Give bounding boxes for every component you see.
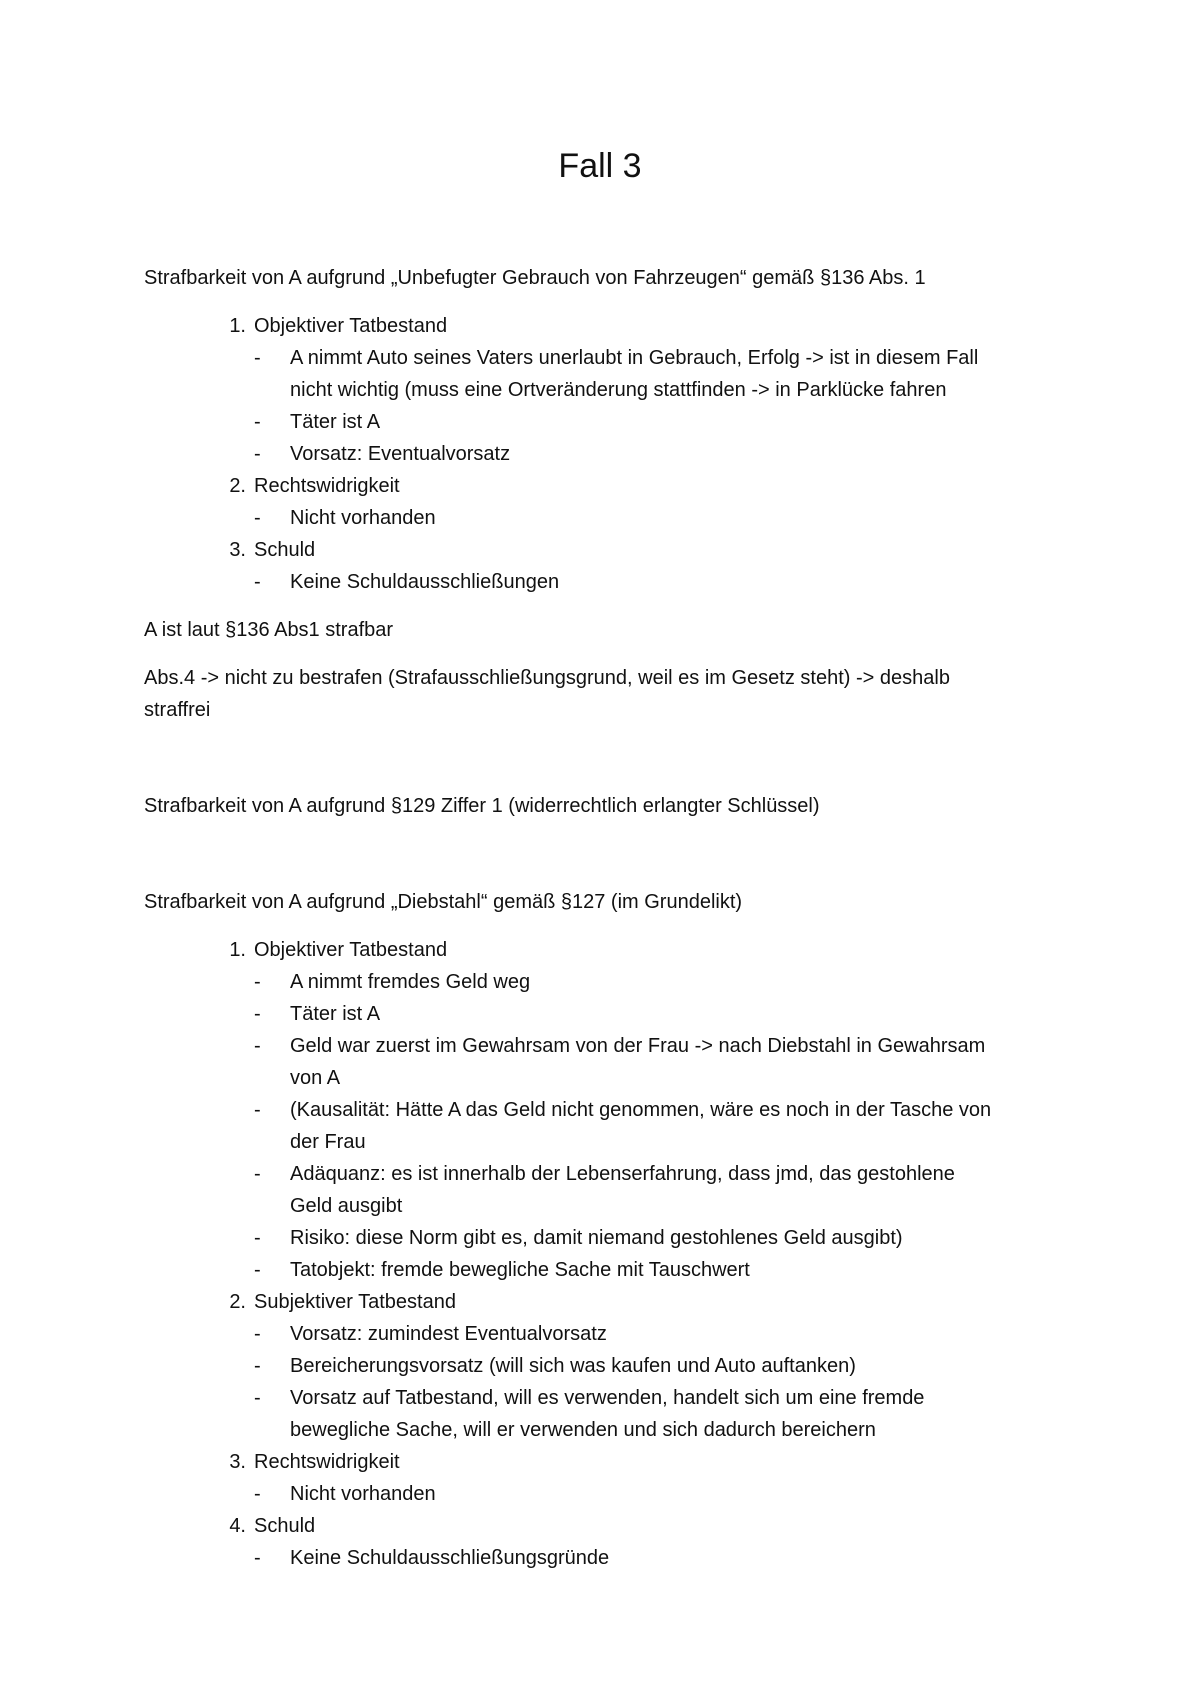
section-heading-136: Strafbarkeit von A aufgrund „Unbefugter Gebrauch von Fahrzeugen“ gemäß §136 Abs. 1 [144, 267, 926, 289]
dash-bullet: - [254, 1163, 261, 1185]
bullet-text: Täter ist A [290, 411, 381, 433]
note-text-continued: straffrei [144, 699, 211, 721]
list-number: 1. [229, 315, 246, 337]
dash-bullet: - [254, 1355, 261, 1377]
bullet-text: Keine Schuldausschließungen [290, 571, 560, 593]
bullet-text-continued: von A [290, 1067, 341, 1089]
bullet-text: Geld war zuerst im Gewahrsam von der Frau -> nach Diebstahl in Gewahrsam [290, 1035, 986, 1057]
bullet-text-continued: Geld ausgibt [290, 1195, 403, 1217]
dash-bullet: - [254, 1227, 261, 1249]
conclusion-text: A ist laut §136 Abs1 strafbar [144, 619, 394, 641]
section-heading-129: Strafbarkeit von A aufgrund §129 Ziffer 1 (widerrechtlich erlangter Schlüssel) [144, 795, 820, 817]
dash-bullet: - [254, 1035, 261, 1057]
list-number: 2. [229, 1291, 246, 1313]
list-number: 2. [229, 475, 246, 497]
dash-bullet: - [254, 971, 261, 993]
list-item-heading: Schuld [254, 539, 316, 561]
list-item-heading: Objektiver Tatbestand [254, 315, 448, 337]
bullet-text: Nicht vorhanden [290, 1483, 436, 1505]
list-item-heading: Objektiver Tatbestand [254, 939, 448, 961]
bullet-text: (Kausalität: Hätte A das Geld nicht genommen, wäre es noch in der Tasche von [290, 1099, 992, 1121]
list-number: 3. [229, 1451, 246, 1473]
dash-bullet: - [254, 1387, 261, 1409]
bullet-text: Risiko: diese Norm gibt es, damit niemand gestohlenes Geld ausgibt) [290, 1227, 903, 1249]
dash-bullet: - [254, 1483, 261, 1505]
bullet-text: Vorsatz: zumindest Eventualvorsatz [290, 1323, 607, 1345]
bullet-text: Nicht vorhanden [290, 507, 436, 529]
list-item-heading: Subjektiver Tatbestand [254, 1291, 456, 1313]
dash-bullet: - [254, 1547, 261, 1569]
bullet-text: Täter ist A [290, 1003, 381, 1025]
list-number: 1. [229, 939, 246, 961]
bullet-text: A nimmt Auto seines Vaters unerlaubt in Gebrauch, Erfolg -> ist in diesem Fall [290, 347, 979, 369]
bullet-text: A nimmt fremdes Geld weg [290, 971, 531, 993]
note-text: Abs.4 -> nicht zu bestrafen (Strafausschließungsgrund, weil es im Gesetz steht) -> deshalb [144, 667, 950, 689]
dash-bullet: - [254, 347, 261, 369]
list-number: 3. [229, 539, 246, 561]
section-heading-127: Strafbarkeit von A aufgrund „Diebstahl“ gemäß §127 (im Grundelikt) [144, 891, 743, 913]
bullet-text: Keine Schuldausschließungsgründe [290, 1547, 610, 1569]
list-number: 4. [229, 1515, 246, 1537]
bullet-text-continued: der Frau [290, 1131, 366, 1153]
bullet-text: Vorsatz: Eventualvorsatz [290, 443, 511, 465]
bullet-text: Tatobjekt: fremde bewegliche Sache mit Tauschwert [290, 1259, 750, 1281]
bullet-text-continued: nicht wichtig (muss eine Ortveränderung stattfinden -> in Parklücke fahren [290, 379, 947, 401]
bullet-text-continued: bewegliche Sache, will er verwenden und sich dadurch bereichern [290, 1419, 876, 1441]
list-item-heading: Rechtswidrigkeit [254, 475, 400, 497]
dash-bullet: - [254, 571, 261, 593]
bullet-text: Adäquanz: es ist innerhalb der Lebenserfahrung, dass jmd, das gestohlene [290, 1163, 955, 1185]
list-item-heading: Schuld [254, 1515, 316, 1537]
dash-bullet: - [254, 1099, 261, 1121]
dash-bullet: - [254, 507, 261, 529]
dash-bullet: - [254, 1259, 261, 1281]
page-title: Fall 3 [558, 147, 642, 185]
dash-bullet: - [254, 443, 261, 465]
dash-bullet: - [254, 1323, 261, 1345]
bullet-text: Vorsatz auf Tatbestand, will es verwenden, handelt sich um eine fremde [290, 1387, 925, 1409]
bullet-text: Bereicherungsvorsatz (will sich was kaufen und Auto auftanken) [290, 1355, 856, 1377]
list-item-heading: Rechtswidrigkeit [254, 1451, 400, 1473]
dash-bullet: - [254, 411, 261, 433]
dash-bullet: - [254, 1003, 261, 1025]
